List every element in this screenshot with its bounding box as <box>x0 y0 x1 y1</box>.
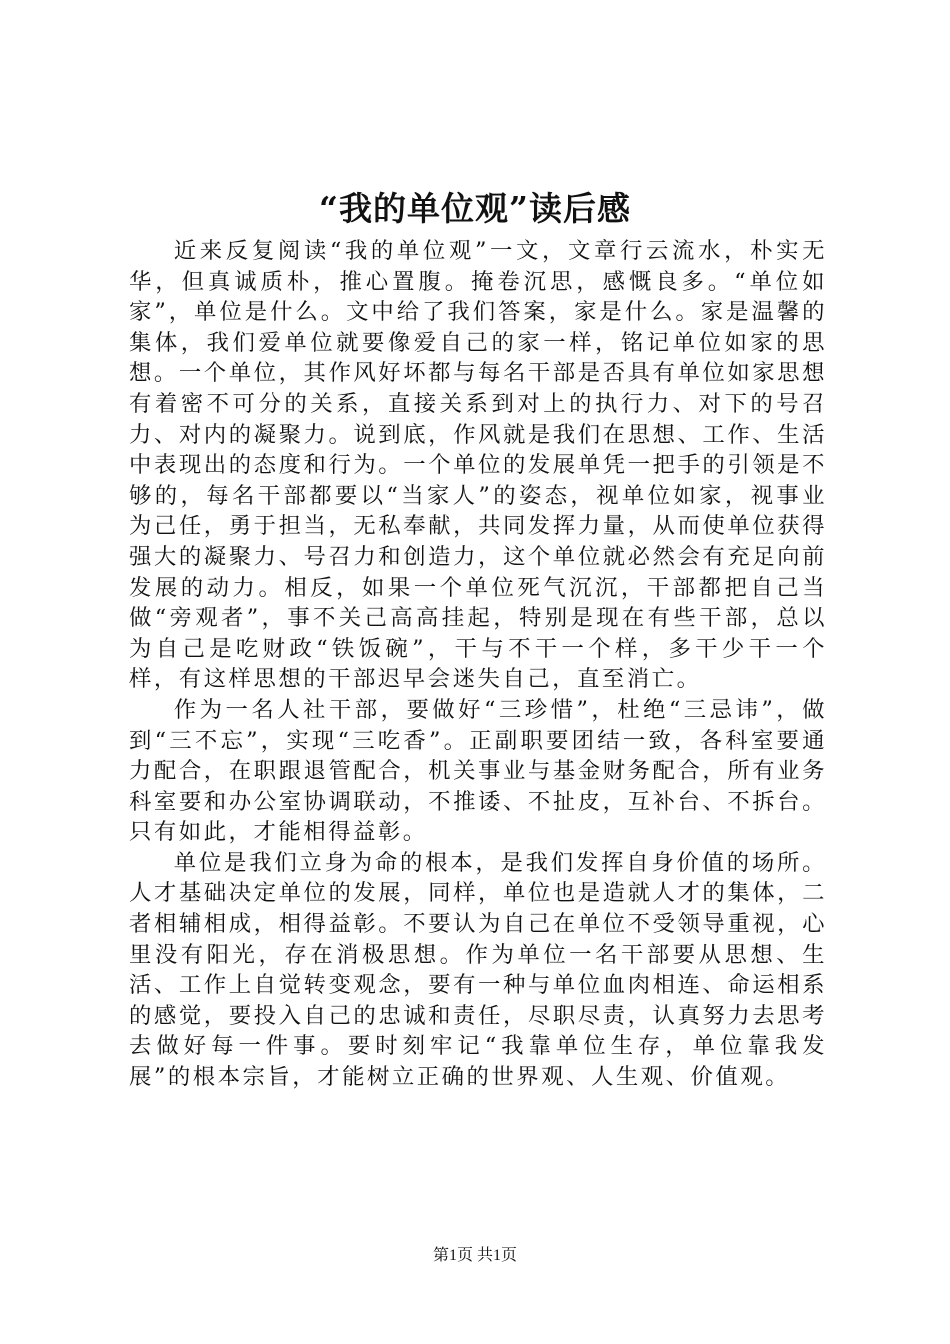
page-footer: 第1页 共1页 <box>432 1247 517 1264</box>
paragraph-1: 近来反复阅读“我的单位观”一文，文章行云流水，朴实无华，但真诚质朴，推心置腹。掩卷沉思，感慨良多。“单位如家”，单位是什么。文中给了我们答案，家是什么。家是温馨的集体，我们爱单位就要像爱自己的家一样，铭记单位如家的思想。一个单位，其作风好坏都与每名干部是否具有单位如家思想有着密不可分的关系，直接关系到对上的执行力、对下的号召力、对内的凝聚力。说到底，作风就是我们在思想、工作、生活中表现出的态度和行为。一个单位的发展单凭一把手的引领是不够的，每名干部都要以“当家人”的姿态，视单位如家，视事业为己任，勇于担当，无私奉献，共同发挥力量，从而使单位获得强大的凝聚力、号召力和创造力，这个单位就必然会有充足向前发展的动力。相反，如果一个单位死气沉沉，干部都把自己当做“旁观者”，事不关己高高挂起，特别是现在有些干部，总以为自己是吃财政“铁饭碗”，干与不干一个样，多干少干一个样，有这样思想的干部迟早会迷失自己，直至消亡。 <box>129 238 827 693</box>
document-title: “我的单位观”读后感 <box>319 189 631 228</box>
paragraph-3: 单位是我们立身为命的根本，是我们发挥自身价值的场所。人才基础决定单位的发展，同样，单位也是造就人才的集体，二者相辅相成，相得益彰。不要认为自己在单位不受领导重视，心里没有阳光，存在消极思想。作为单位一名干部要从思想、生活、工作上自觉转变观念，要有一种与单位血肉相连、命运相系的感觉，要投入自己的忠诚和责任，尽职尽责，认真努力去思考去做好每一件事。要时刻牢记“我靠单位生存，单位靠我发展”的根本宗旨，才能树立正确的世界观、人生观、价值观。 <box>129 849 827 1091</box>
document-body <box>129 236 827 1093</box>
paragraph-2: 作为一名人社干部，要做好“三珍惜”，杜绝“三忌讳”，做到“三不忘”，实现“三吃香”。正副职要团结一致，各科室要通力配合，在职跟退管配合，机关事业与基金财务配合，所有业务科室要和办公室协调联动，不推诿、不扯皮，互补台、不拆台。只有如此，才能相得益彰。 <box>129 696 827 846</box>
